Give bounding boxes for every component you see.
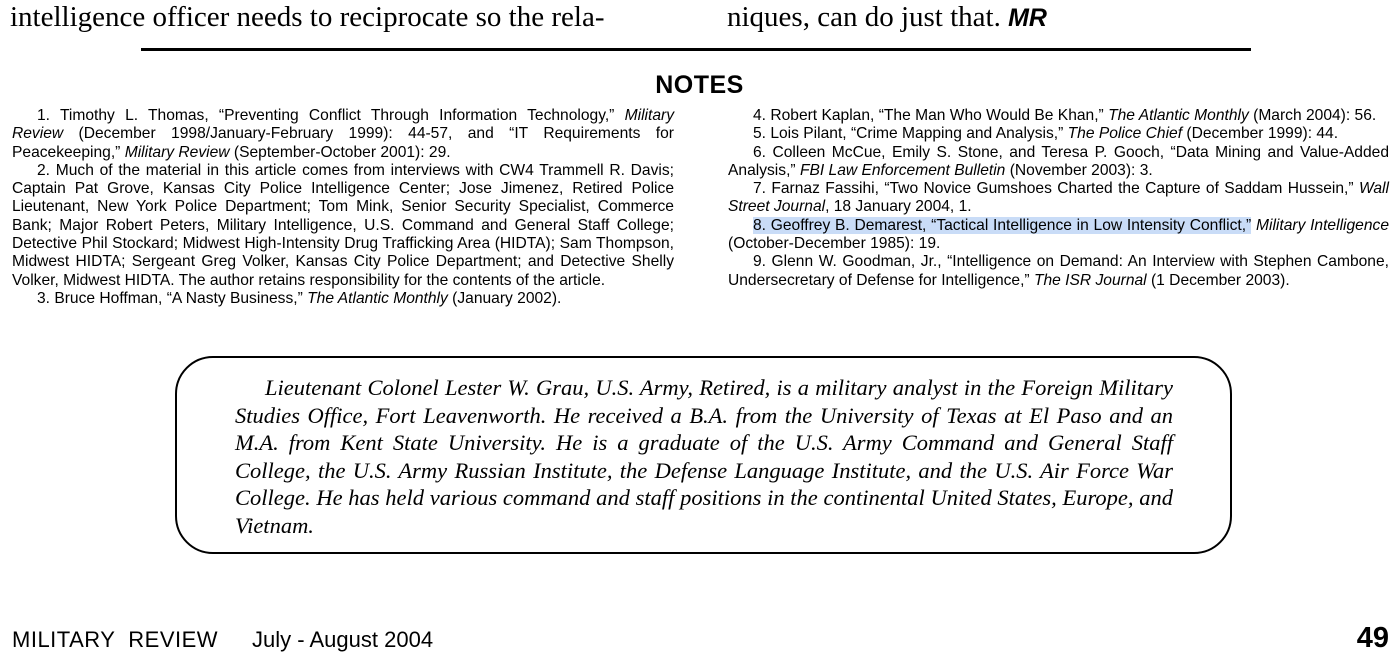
note-9[interactable]: 9. Glenn W. Goodman, Jr., “Intelligence on Demand: An Interview with Stephen Cambone, Undersecretary of Defense for Intelligence,” The ISR Journal (1 December 2003). [728, 253, 1389, 289]
note-1[interactable]: 1. Timothy L. Thomas, “Preventing Conflict Through Information Technology,” Military Review (December 1998/January-February 1999): 44-57, and “IT Requirements for Peacekeeping,” Military Review (September-October 2001): 29. [12, 107, 674, 161]
selected-text-highlight[interactable]: 8. Geoffrey B. Demarest, “Tactical Intelligence in Low Intensity Conflict,” [753, 216, 1252, 234]
end-mark: MR [1008, 4, 1047, 32]
page-footer [12, 627, 433, 653]
note-8[interactable]: 8. Geoffrey B. Demarest, “Tactical Intelligence in Low Intensity Conflict,” Military Intelligence (October-December 1985): 19. [728, 216, 1389, 253]
page-number: 49 [1356, 622, 1389, 654]
note-4[interactable]: 4. Robert Kaplan, “The Man Who Would Be Khan,” The Atlantic Monthly (March 2004): 56. [753, 107, 1377, 124]
note-3[interactable]: 3. Bruce Hoffman, “A Nasty Business,” The Atlantic Monthly (January 2002). [37, 289, 562, 307]
notes-heading: NOTES [655, 71, 744, 99]
notes-right-column [728, 107, 1389, 290]
note-5[interactable]: 5. Lois Pilant, “Crime Mapping and Analysis,” The Police Chief (December 1999): 44. [753, 125, 1339, 143]
continued-text-left-line: intelligence officer needs to reciprocate so the rela- [10, 1, 605, 33]
author-bio-text[interactable]: Lieutenant Colonel Lester W. Grau, U.S. Army, Retired, is a military analyst in the Foreign Military Studies Office, Fort Leavenworth. He received a B.A. from the University of Texas at El Paso and an M.A. from Kent State University. He is a graduate of the U.S. Army Command and General Staff College, the U.S. Army Russian Institute, the Defense Language Institute, and the U.S. Air Force War College. He has held various command and staff positions in the continental United States, Europe, and Vietnam. [235, 375, 1173, 538]
note-6[interactable]: 6. Colleen McCue, Emily S. Stone, and Teresa P. Gooch, “Data Mining and Value-Added Analysis,” FBI Law Enforcement Bulletin (November 2003): 3. [728, 143, 1389, 179]
note-2[interactable]: 2. Much of the material in this article comes from interviews with CW4 Trammell R. Davis; Captain Pat Grove, Kansas City Police Intelligence Center; Jose Jimenez, Retired Police Lieutenant, New York Police Department; Tom Mink, Senior Security Specialist, Commerce Bank; Major Robert Peters, Military Intelligence, U.S. Command and General Staff College; Detective Phil Stockard; Midwest High-Intensity Drug Trafficking Area (HIDTA); Sam Thompson, Midwest HIDTA; Sergeant Greg Volker, Kansas City Police Department; and Detective Shelly Volker, Midwest HIDTA. The author retains responsibility for the contents of the article. [12, 161, 674, 289]
notes-left-column [12, 107, 674, 308]
continued-text-right [727, 0, 1047, 35]
continued-text-right-line: niques, can do just that. [727, 1, 1001, 33]
continued-text-left [10, 0, 604, 34]
issue-date: July - August 2004 [252, 627, 434, 652]
note-7[interactable]: 7. Farnaz Fassihi, “Two Novice Gumshoes Charted the Capture of Saddam Hussein,” Wall Street Journal, 18 January 2004, 1. [728, 180, 1389, 216]
author-bio-box [175, 356, 1232, 554]
journal-name: MILITARY REVIEW [12, 627, 219, 652]
section-divider [141, 48, 1251, 51]
